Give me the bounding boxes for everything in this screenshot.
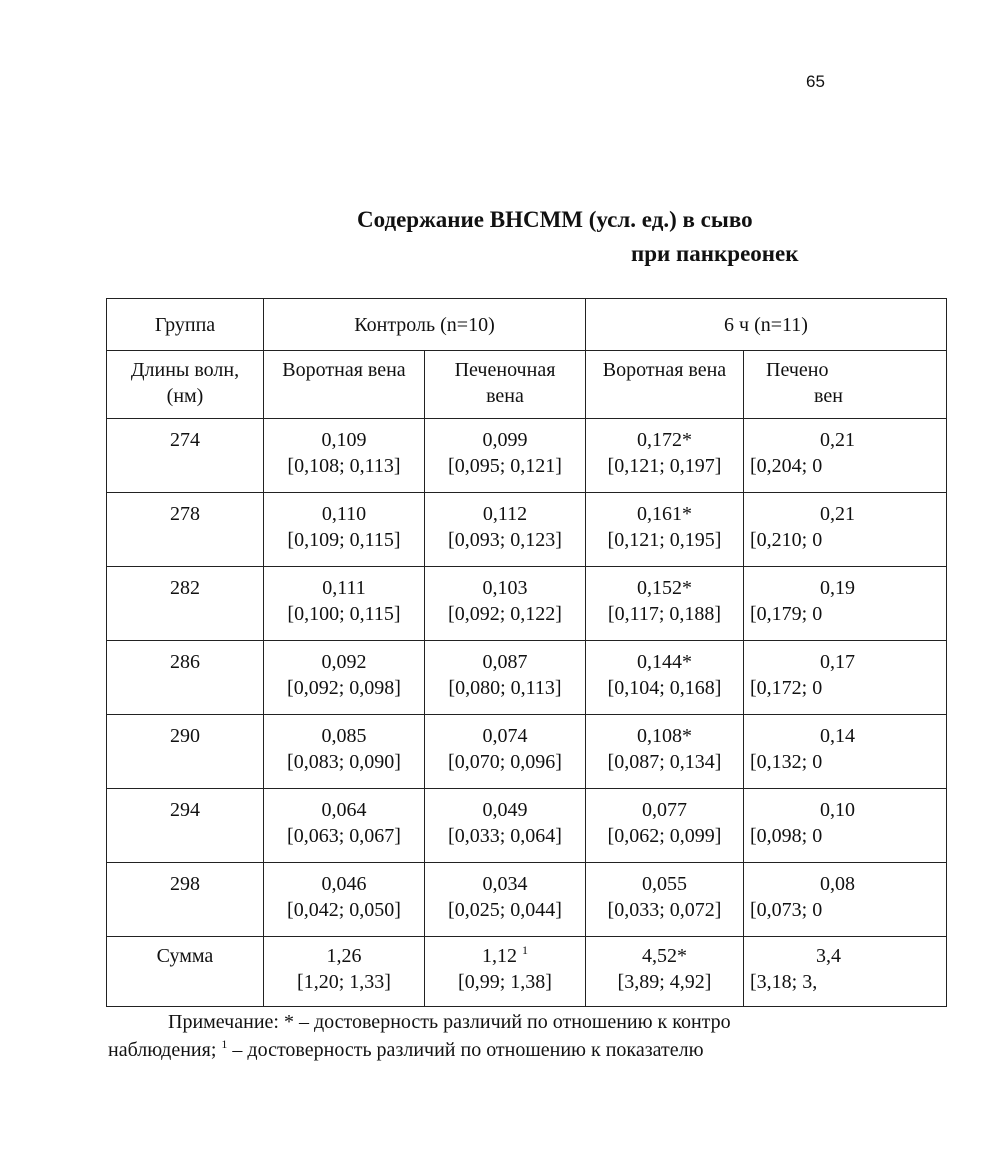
wavelength-cell: 274 xyxy=(107,419,264,493)
wavelength-cell: 290 xyxy=(107,715,264,789)
subheader-portal-vein-control: Воротная вена xyxy=(264,351,425,419)
table-cell: 0,112 [0,093; 0,123] xyxy=(425,493,586,567)
table-row xyxy=(107,567,947,641)
table-row xyxy=(107,789,947,863)
table-row xyxy=(107,863,947,937)
data-table-container xyxy=(106,298,855,1010)
table-cell: 0,172* [0,121; 0,197] xyxy=(586,419,744,493)
table-cell: 0,19 [0,179; 0 xyxy=(744,567,947,641)
data-table xyxy=(106,298,947,1007)
table-cell: 0,14 [0,132; 0 xyxy=(744,715,947,789)
subheader-portal-vein-6h: Воротная вена xyxy=(586,351,744,419)
table-cell: 0,161* [0,121; 0,195] xyxy=(586,493,744,567)
table-cell: 0,055 [0,033; 0,072] xyxy=(586,863,744,937)
wavelength-cell: 294 xyxy=(107,789,264,863)
table-row xyxy=(107,641,947,715)
wavelength-cell: 286 xyxy=(107,641,264,715)
title-line-2: при панкреонек xyxy=(631,241,799,266)
table-cell: 0,144* [0,104; 0,168] xyxy=(586,641,744,715)
footnote-marker: 1 xyxy=(221,1037,228,1051)
table-cell: 0,034 [0,025; 0,044] xyxy=(425,863,586,937)
table-row xyxy=(107,715,947,789)
table-cell: 0,21 [0,210; 0 xyxy=(744,493,947,567)
table-cell: 0,099 [0,095; 0,121] xyxy=(425,419,586,493)
table-cell: 0,077 [0,062; 0,099] xyxy=(586,789,744,863)
table-header-row xyxy=(107,299,947,351)
wavelength-cell: 278 xyxy=(107,493,264,567)
title-line-1: Содержание ВНСММ (усл. ед.) в сыво xyxy=(357,207,753,232)
table-sum-row xyxy=(107,937,947,1007)
page-number: 65 xyxy=(806,72,825,91)
footnote-marker: 1 xyxy=(522,943,528,957)
subheader-hepatic-vein-6h: Печено вен xyxy=(744,351,947,419)
table-cell: 4,52* [3,89; 4,92] xyxy=(586,937,744,1007)
table-cell: 0,110 [0,109; 0,115] xyxy=(264,493,425,567)
table-cell: 0,085 [0,083; 0,090] xyxy=(264,715,425,789)
wavelength-cell: 282 xyxy=(107,567,264,641)
table-cell: 3,4 [3,18; 3, xyxy=(744,937,947,1007)
table-cell: 1,12 $^1$ [0,99; 1,38] xyxy=(425,937,586,1007)
table-title xyxy=(0,203,831,273)
subheader-hepatic-vein-control: Печеночная вена xyxy=(425,351,586,419)
table-cell: 0,064 [0,063; 0,067] xyxy=(264,789,425,863)
table-cell: 0,092 [0,092; 0,098] xyxy=(264,641,425,715)
table-note-line-2: наблюдения; $^1$ – достоверность различий по отношению к показателю xyxy=(108,1037,704,1061)
table-cell: 1,26 [1,20; 1,33] xyxy=(264,937,425,1007)
table-cell: 0,08 [0,073; 0 xyxy=(744,863,947,937)
wavelength-cell: 298 xyxy=(107,863,264,937)
table-cell: 0,108* [0,087; 0,134] xyxy=(586,715,744,789)
table-cell: 0,074 [0,070; 0,096] xyxy=(425,715,586,789)
header-6h-group: 6 ч (n=11) xyxy=(586,299,947,351)
table-cell: 0,152* [0,117; 0,188] xyxy=(586,567,744,641)
table-row xyxy=(107,419,947,493)
table-cell: 0,109 [0,108; 0,113] xyxy=(264,419,425,493)
table-cell: 0,046 [0,042; 0,050] xyxy=(264,863,425,937)
table-cell: 0,087 [0,080; 0,113] xyxy=(425,641,586,715)
table-cell: 0,111 [0,100; 0,115] xyxy=(264,567,425,641)
table-row xyxy=(107,493,947,567)
table-cell: 0,049 [0,033; 0,064] xyxy=(425,789,586,863)
header-wavelength: Длины волн, (нм) xyxy=(107,351,264,419)
header-control-group: Контроль (n=10) xyxy=(264,299,586,351)
table-note-line-1: Примечание: * – достоверность различий по отношению к контро xyxy=(168,1011,731,1033)
table-cell: 0,21 [0,204; 0 xyxy=(744,419,947,493)
sum-label: Сумма xyxy=(107,937,264,1007)
table-subheader-row xyxy=(107,351,947,419)
table-cell: 0,10 [0,098; 0 xyxy=(744,789,947,863)
table-cell: 0,17 [0,172; 0 xyxy=(744,641,947,715)
table-cell: 0,103 [0,092; 0,122] xyxy=(425,567,586,641)
header-group: Группа xyxy=(107,299,264,351)
